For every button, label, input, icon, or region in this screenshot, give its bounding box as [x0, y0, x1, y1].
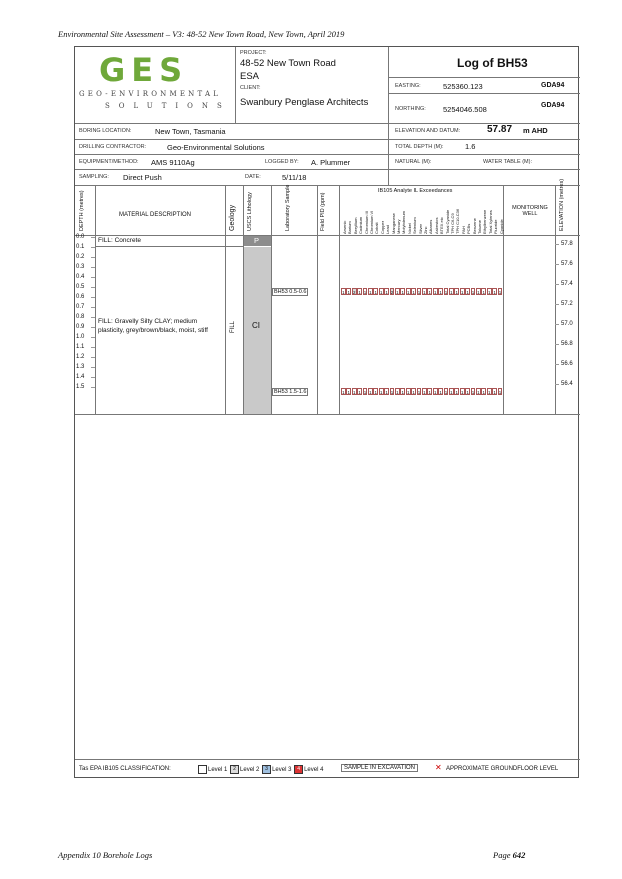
- logo-line-1: GEO-ENVIRONMENTAL: [79, 90, 222, 98]
- analyte-header: Manganese: [390, 213, 396, 234]
- column-pid: Field PID (ppm): [320, 192, 326, 231]
- analyte-level-cell: 1: [363, 390, 367, 395]
- analyte-level-cell: 1: [444, 290, 448, 295]
- analyte-header: Fluoride: [493, 219, 499, 234]
- boring-location-value: New Town, Tasmania: [155, 127, 226, 136]
- analyte-level-cell: 1: [460, 290, 464, 295]
- legend-level-1: Level 1: [208, 767, 228, 774]
- project-value: 48-52 New Town Road: [240, 58, 336, 69]
- layer-2-description: FILL: Gravelly Silty CLAY; medium plasticity, grey/brown/black, moist, stiff: [98, 318, 208, 334]
- column-analyte-title: IB105 Analyte IL Exceedances: [378, 188, 453, 194]
- logged-value: A. Plummer: [311, 158, 351, 167]
- layer-2-geology: FILL: [230, 320, 236, 333]
- analyte-level-cell: 1: [482, 390, 486, 395]
- analyte-level-cell: 1: [428, 290, 432, 295]
- analyte-level-cell: 1: [396, 290, 399, 295]
- analyte-header: Total Cyanide: [444, 209, 450, 234]
- page-number: 642: [512, 850, 526, 860]
- sample-label: BH53 0.5-0.6: [274, 289, 307, 295]
- analyte-level-cell: 1: [363, 290, 367, 295]
- column-uscs: USCS Lithology: [247, 192, 253, 231]
- elevation-unit: m AHD: [523, 126, 548, 135]
- analyte-level-cell: 1: [482, 290, 486, 295]
- depth-tick-label: 1.5: [76, 384, 85, 390]
- analyte-level-cell: 1: [455, 390, 459, 395]
- depth-tick-label: 0.4: [76, 274, 85, 280]
- depth-tick-label: 0.7: [76, 304, 85, 310]
- depth-tick-label: 0.9: [76, 324, 85, 330]
- analyte-level-cell: 1: [412, 390, 415, 395]
- northing-value: 5254046.508: [443, 105, 487, 114]
- elevation-value: 57.87: [487, 124, 513, 135]
- analyte-level-cell: 1: [369, 390, 372, 395]
- logged-label: LOGGED BY:: [265, 159, 299, 165]
- analyte-level-cell: 1: [477, 390, 480, 395]
- drilling-value: Geo-Environmental Solutions: [167, 143, 265, 152]
- depth-tick-label: 0.6: [76, 294, 85, 300]
- level-4-swatch: 4: [294, 765, 303, 774]
- logo-line-2: SOLUTIONS: [105, 102, 231, 110]
- analyte-header: Silver: [417, 223, 423, 234]
- analyte-header: Arsenic: [342, 220, 347, 234]
- northing-datum: GDA94: [541, 102, 565, 109]
- analyte-level-cell: 1: [498, 390, 502, 395]
- analyte-level-cell: 1: [358, 290, 361, 295]
- analyte-level-cell: 1: [493, 290, 496, 295]
- layer-1-description: FILL: Concrete: [98, 237, 141, 244]
- depth-tick-label: 0.2: [76, 254, 85, 260]
- borehole-log: [74, 46, 579, 778]
- analyte-header: Barium: [347, 221, 353, 234]
- analyte-header: PCBs: [466, 223, 472, 234]
- natural-label: NATURAL (M):: [395, 159, 432, 165]
- analyte-level-cell: 1: [379, 390, 383, 395]
- elevation-tick-label: 57.8: [561, 241, 573, 247]
- analyte-level-cell: 1: [471, 390, 475, 395]
- analyte-level-cell: 1: [347, 290, 351, 295]
- analyte-header: TPH C6-C9: [450, 213, 455, 234]
- legend-sample-note: SAMPLE IN EXCAVATION: [341, 764, 418, 772]
- analyte-level-cell: 1: [444, 390, 448, 395]
- analyte-header: Lead: [385, 225, 391, 234]
- analyte-level-cell: 1: [498, 290, 502, 295]
- analyte-level-cell: 1: [477, 290, 480, 295]
- column-material: MATERIAL DESCRIPTION: [119, 212, 192, 218]
- analyte-level-cell: 1: [385, 290, 388, 295]
- log-title: Log of BH53: [457, 56, 528, 70]
- water-table-label: WATER TABLE (M):: [483, 159, 532, 165]
- analyte-level-cell: 1: [342, 290, 345, 295]
- analyte-level-cell: 1: [406, 390, 410, 395]
- equipment-value: AMS 9110Ag: [151, 158, 195, 167]
- elevation-tick-label: 56.6: [561, 361, 573, 367]
- date-value: 5/11/18: [282, 173, 307, 182]
- page-footer-right: [493, 850, 525, 860]
- analyte-level-cell: 1: [347, 390, 351, 395]
- analyte-header: Alkanes: [428, 219, 434, 234]
- analyte-level-cell: 1: [439, 390, 442, 395]
- level-3-swatch: 3: [262, 765, 271, 774]
- analyte-header: Selenium: [412, 217, 418, 234]
- analyte-level-cell: 1: [401, 290, 405, 295]
- depth-tick-label: 0.1: [76, 244, 85, 250]
- analyte-level-cell: 1: [417, 390, 421, 395]
- date-label: DATE:: [245, 174, 261, 180]
- depth-tick-label: 0.3: [76, 264, 85, 270]
- column-lab-sample: Laboratory Sample: [285, 184, 291, 231]
- analyte-header: Mercury: [396, 219, 401, 234]
- analyte-level-cell: 1: [423, 390, 426, 395]
- legend-approx-note: APPROXIMATE GROUNDFLOOR LEVEL: [446, 766, 559, 772]
- depth-tick-label: 0.8: [76, 314, 85, 320]
- sampling-label: SAMPLING:: [79, 174, 109, 180]
- analyte-level-cell: 1: [379, 290, 383, 295]
- column-elevation: ELEVATION (metres): [559, 178, 565, 231]
- depth-tick-label: 1.4: [76, 374, 85, 380]
- elevation-tick-label: 57.6: [561, 261, 573, 267]
- analyte-level-cell: 1: [487, 390, 491, 395]
- column-geology: Geology: [229, 204, 236, 231]
- legend-level-3: Level 3: [272, 767, 292, 774]
- analyte-level-cell: 1: [390, 390, 394, 395]
- analyte-header: Total Xylenes: [487, 210, 493, 234]
- sample-label: BH53 1.5-1.6: [274, 389, 307, 395]
- analyte-header: Ethylbenzene: [482, 209, 488, 234]
- legend-levels: [197, 765, 323, 774]
- northing-label: NORTHING:: [395, 106, 426, 112]
- analyte-level-cell: 1: [423, 290, 426, 295]
- analyte-level-cell: 1: [460, 390, 464, 395]
- level-2-swatch: 2: [230, 765, 239, 774]
- analyte-header: Nickel: [406, 223, 412, 234]
- equipment-label: EQUIPMENT/METHOD:: [79, 159, 139, 165]
- analyte-header: Molybdenum: [401, 211, 407, 234]
- analyte-level-cell: 1: [385, 390, 388, 395]
- analyte-level-cell: 1: [374, 290, 378, 295]
- analyte-level-cell: 1: [433, 390, 437, 395]
- analyte-level-cell: 1: [471, 290, 475, 295]
- elevation-tick-label: 56.4: [561, 381, 573, 387]
- analyte-level-cell: 1: [417, 290, 421, 295]
- svg-text:GES: GES: [99, 54, 189, 84]
- easting-value: 525360.123: [443, 82, 483, 91]
- legend-level-2: Level 2: [240, 767, 260, 774]
- client-value: Swanbury Penglase Architects: [240, 97, 369, 108]
- boring-location-label: BORING LOCATION:: [79, 128, 132, 134]
- analyte-level-cell: 1: [450, 390, 453, 395]
- classification-legend: [75, 761, 580, 779]
- depth-tick-label: 0.0: [76, 234, 85, 240]
- elevation-tick-label: 57.0: [561, 321, 573, 327]
- sampling-value: Direct Push: [123, 173, 162, 182]
- legend-level-4: Level 4: [304, 767, 324, 774]
- elevation-tick-label: 57.4: [561, 281, 573, 287]
- layer-2-uscs: CI: [252, 321, 260, 330]
- total-depth-label: TOTAL DEPTH (M):: [395, 144, 444, 150]
- level-1-swatch: [198, 765, 207, 774]
- drilling-label: DRILLING CONTRACTOR:: [79, 144, 147, 150]
- page-label: Page: [493, 850, 511, 860]
- column-depth: DEPTH (metres): [79, 190, 85, 231]
- analyte-header: Zinc: [423, 226, 428, 234]
- easting-label: EASTING:: [395, 83, 421, 89]
- analyte-level-cell: 1: [450, 290, 453, 295]
- depth-tick-label: 0.5: [76, 284, 85, 290]
- analyte-level-cell: 1: [374, 390, 378, 395]
- total-depth-value: 1.6: [465, 142, 476, 151]
- analyte-level-cell: 1: [455, 290, 459, 295]
- layer-1-uscs: P: [254, 236, 260, 245]
- samples: [75, 47, 580, 779]
- analyte-level-cell: 2: [352, 290, 356, 295]
- analyte-level-cell: 1: [342, 390, 345, 395]
- project-label: PROJECT:: [240, 50, 267, 56]
- analyte-header: Cyanide: [498, 219, 504, 234]
- elevation-tick-label: 56.8: [561, 341, 573, 347]
- column-monitoring-well: MONITORING WELL: [512, 205, 548, 217]
- analyte-level-cell: 2: [390, 290, 394, 295]
- page-footer-left: Appendix 10 Borehole Logs: [58, 850, 153, 860]
- depth-tick-label: 1.1: [76, 344, 85, 350]
- analyte-level-cell: 1: [369, 290, 372, 295]
- page-header: Environmental Site Assessment – V3: 48-52 New Town Road, New Town, April 2019: [58, 29, 345, 39]
- analyte-header: Chromium VI: [369, 210, 374, 234]
- analyte-header: Cadmium: [358, 216, 364, 234]
- analyte-header: Asbestos: [433, 217, 439, 234]
- project-value-2: ESA: [240, 71, 260, 82]
- analyte-header: BTEX etc: [439, 217, 445, 234]
- analyte-header: Benzene: [471, 218, 477, 234]
- analyte-header: TPH C10-C36: [455, 208, 461, 234]
- analyte-header: Toluene: [477, 219, 482, 234]
- analyte-level-cell: 1: [493, 390, 496, 395]
- elevation-label: ELEVATION AND DATUM:: [395, 128, 461, 134]
- analyte-level-cell: 1: [439, 290, 442, 295]
- easting-datum: GDA94: [541, 82, 565, 89]
- analyte-level-cell: 1: [358, 390, 361, 395]
- legend-title: Tas EPA IB105 CLASSIFICATION:: [79, 766, 171, 772]
- analyte-header: Chromium III: [363, 211, 369, 234]
- approx-ground-icon: ✕: [435, 763, 442, 772]
- analyte-header: Beryllium: [352, 217, 358, 234]
- analyte-level-cell: 1: [433, 290, 437, 295]
- analyte-header: Cobalt: [374, 222, 380, 234]
- analyte-level-cell: 1: [428, 390, 432, 395]
- analyte-level-cell: 1: [466, 390, 469, 395]
- depth-tick-label: 1.3: [76, 364, 85, 370]
- analyte-level-cell: 1: [401, 390, 405, 395]
- analyte-level-cell: 1: [412, 290, 415, 295]
- analyte-header: PAH: [460, 226, 466, 234]
- analyte-level-cell: 1: [352, 390, 356, 395]
- elevation-tick-label: 57.2: [561, 301, 573, 307]
- analyte-level-cell: 1: [396, 390, 399, 395]
- analyte-header: Copper: [379, 220, 385, 234]
- depth-tick-label: 1.0: [76, 334, 85, 340]
- client-label: CLIENT:: [240, 85, 261, 91]
- analyte-level-cell: 1: [487, 290, 491, 295]
- depth-tick-label: 1.2: [76, 354, 85, 360]
- analyte-level-cell: 1: [466, 290, 469, 295]
- analyte-level-cell: 1: [406, 290, 410, 295]
